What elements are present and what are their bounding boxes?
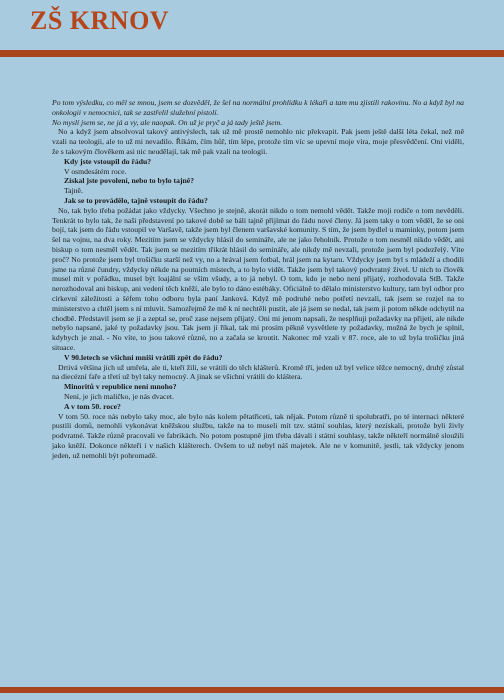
interview-question: A v tom 50. roce?: [64, 401, 121, 411]
interview-question: Jak se to provádělo, tajně vstoupit do řádu?: [64, 195, 208, 205]
interview-question: Minoritů v republice není mnoho?: [64, 382, 177, 392]
article-body: [52, 98, 464, 460]
paragraph: No, tak bylo třeba požádat jako vždycky. Všechno je stejně, akorát nikdo o tom nemohl vědět. Takže moji rodiče o tom nevěděli. Tenkrát to bylo tak, že naši představení po takové době se báli tajně přijímat do řádu nové členy. Já jsem taky o tom věděl, že se oni bojí, tak jsem do řádu vstoupil ve Varšavě, takže jsem byl členem varšavské komunity. S tím, že jsem bydlel u maminky, potom jsem šel na vojnu, na dva roky. Mezitím jsem se vždycky hlásil do semináře, ale ne jako řeholník. Protože o tom nesměl nikdo vědět, ani biskup o tom nesměl vědět. Tak jsem se mezitím třikrát hlásil do semináře, ale nikdy mě nevzali, protože jsem byl podezřelý. Víte proč? No protože jsem byl trošičku starší než vy, no a hrával jsem fotbal, hrál jsem na kytaru. Vždycky jsem byl s mládeží a chodili jsme na různé čundry, vždycky někde na poutních místech, a to bylo vidět. Takže jsem byl takový podvratný živel. U nich to člověk musel mít v pořádku, musel být loajální se vším všudy, a to já nebyl. O tom, kdo je nebo není přijatý, rozhodovala StB. Takže nerozhodoval ani biskup, ani vedení těch kněží, ale bylo to dáno estébáky. Oficiálně to dělalo ministerstvo kultury, tam byl odbor pro církevní záležitosti a šéfem toho odboru byla paní Janková. Když mě podruhé nebo potřetí nevzali, tak jsem se rozjel na to ministerstvo a chtěl jsem s ní mluvit. Samozřejmě že mě k ní nechtěli pustit, ale já jsem se nedal, tak jsem ji potom někde odchytil na chodbě. Představil jsem se jí a zeptal se, proč zase nejsem přijatý. Oni mi jenom napsali, že nesplňuji požadavky na přijetí, ale nikde nebylo napsané, jaké ty požadavky jsou. Tak jsem jí říkal, tak mi prosím pěkně vysvětlete ty požadavky, možná že bych je splnil, kdybych je znal. - No víte, to jsou takové různé, no a začala se kroutit. Nakonec mě vzali v 87. roce, ale to už byla trošičku jiná situace.: [52, 205, 464, 352]
interview-answer: Není, je jich maličko, je nás dvacet.: [64, 391, 174, 401]
footer-rule: [0, 687, 504, 693]
page-header: [0, 0, 504, 50]
interview-question: V 90.letech se všichni mniši vrátili zpět do řádu?: [64, 352, 223, 362]
intro-paragraph: Po tom výsledku, co měl se mnou, jsem se dozvěděl, že šel na normální prohlídku k lékaři a tam mu zjistili rakovinu. No a když byl na onkologii v nemocnici, tak se zastřelil služební pistolí.: [52, 98, 464, 117]
header-rule: [0, 50, 504, 57]
page-title: ZŠ KRNOV: [30, 6, 170, 35]
paragraph: Drtivá většina jich už umřela, ale ti, kteří žili, se vrátili do těch klášterů. Kromě tří, jeden už byl velice těžce nemocný, druhý zůstal na diecézní faře a třetí už byl taky nemocný. A jinak se všichni vrátili do kláštera.: [52, 362, 464, 382]
intro-paragraph: No myslí jsem se, ne já a vy, ale naopak. On už je pryč a já tady ještě jsem.: [52, 117, 283, 127]
interview-answer: Tajně.: [64, 186, 83, 196]
interview-question: Kdy jste vstoupil do řádu?: [64, 156, 152, 166]
interview-answer: V osmdesátém roce.: [64, 166, 127, 176]
interview-question: Získal jste povolení, nebo to bylo tajně?: [64, 176, 195, 186]
paragraph: No a když jsem absolvoval takový antivýslech, tak už mě prostě nemohlo nic překvapit. Pak jsem ještě další léta čekal, než mě vzali na teologii, ale to už mi nevadilo. Říkám, čím hůř, tím lépe, protože tím víc se upevní moje víra, moje přesvědčení. Oni viděli, že s takovým člověkem asi nic neudělají, tak mě pak vzali na teologii.: [52, 127, 464, 156]
paragraph: V tom 50. roce nás nebylo taky moc, ale bylo nás kolem pětatřiceti, tak nějak. Potom různě ti spolubratři, po té internaci některé pustili domů, nemohli vykonávat kněžskou službu, takže na to museli mít tzv. státní souhlas, který nezískali, protože byli živly podvratné. Takže různě pracovali ve fabrikách. No potom postupně jim třeba dávali i státní souhlasy, takže někteří normálně sloužili jako kněží. Dokonce někteří i v našich klášterech. Ovšem to už nebyl náš majetek. Ale ne v komunitě, jestli, tak vždycky jenom jeden, už nemohli být pohromadě.: [52, 411, 464, 460]
